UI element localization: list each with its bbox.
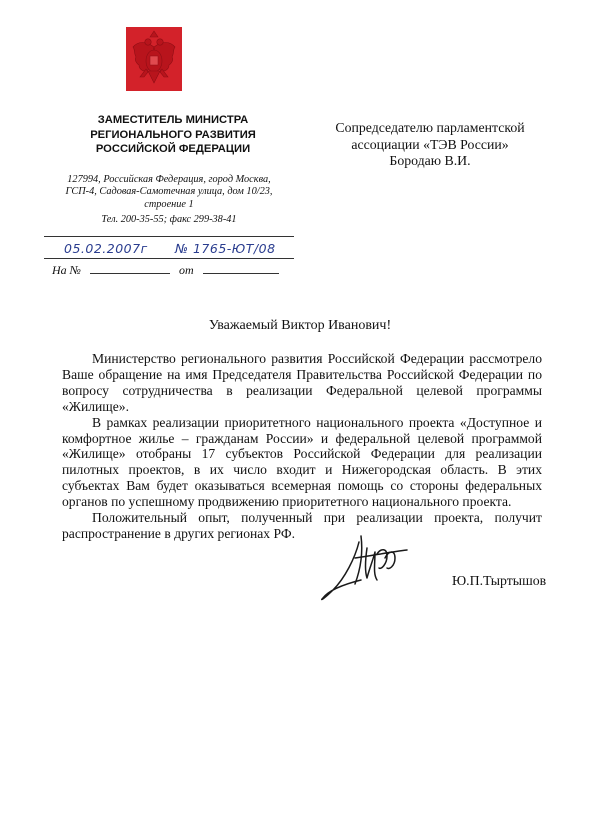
recipient-block	[318, 120, 542, 170]
registration-number: № 1765-ЮТ/08	[175, 241, 276, 256]
reference-row	[52, 262, 279, 278]
letter-greeting: Уважаемый Виктор Иванович!	[208, 318, 392, 333]
sender-line: РОССИЙСКОЙ ФЕДЕРАЦИИ	[95, 143, 251, 155]
letter-paragraph: Положительный опыт, полученный при реализации проекта, получит распространение в других регионах РФ.	[62, 510, 542, 541]
letter-paragraph: В рамках реализации приоритетного национального проекта «Доступное и комфортное жилье – гражданам России» и федеральной целевой программой «Жилище» отобраны 17 субъектов Российской Федерации для реализации пилотных проектов, в их число входит и Нижегородская область. В этих субъектах Вам будет оказываться всемерная помощь со стороны федеральных органов по успешному продвижению приоритетного национального проекта.	[62, 414, 542, 510]
registration-divider	[44, 236, 294, 237]
sender-phone: Тел. 200-35-55; факс 299-38-41	[101, 213, 237, 225]
registration-date: 05.02.2007г	[64, 241, 148, 256]
address-line: строение 1	[144, 198, 194, 210]
address-line: 127994, Российская Федерация, город Москва,	[67, 174, 271, 185]
sender-line: РЕГИОНАЛЬНОГО РАЗВИТИЯ	[90, 128, 256, 141]
reference-date-label: от	[178, 263, 194, 277]
letter-body	[62, 351, 542, 542]
recipient-line: Бородаю В.И.	[389, 153, 471, 169]
reference-number-blank	[90, 262, 170, 274]
sender-organization	[48, 113, 298, 157]
sender-address	[44, 174, 294, 226]
address-line: ГСП-4, Садовая-Самотечная улица, дом 10/23,	[65, 186, 273, 198]
registration-divider	[44, 258, 294, 259]
handwritten-signature-icon	[315, 528, 425, 608]
recipient-line: ассоциации «ТЭВ России»	[351, 136, 509, 152]
russian-coat-of-arms-icon	[126, 27, 182, 91]
signer-name: Ю.П.Тыртышов	[452, 573, 547, 588]
letter-paragraph: Министерство регионального развития Российской Федерации рассмотрело Ваше обращение на имя Председателя Правительства Российской Федерации по вопросу сотрудничества в реализации Федеральной целевой программы «Жилище».	[62, 351, 542, 414]
reference-number-label: На №	[52, 263, 81, 277]
reference-date-blank	[203, 262, 279, 274]
sender-line: ЗАМЕСТИТЕЛЬ МИНИСТРА	[97, 114, 249, 126]
recipient-line: Сопредседателю парламентской	[335, 120, 525, 135]
